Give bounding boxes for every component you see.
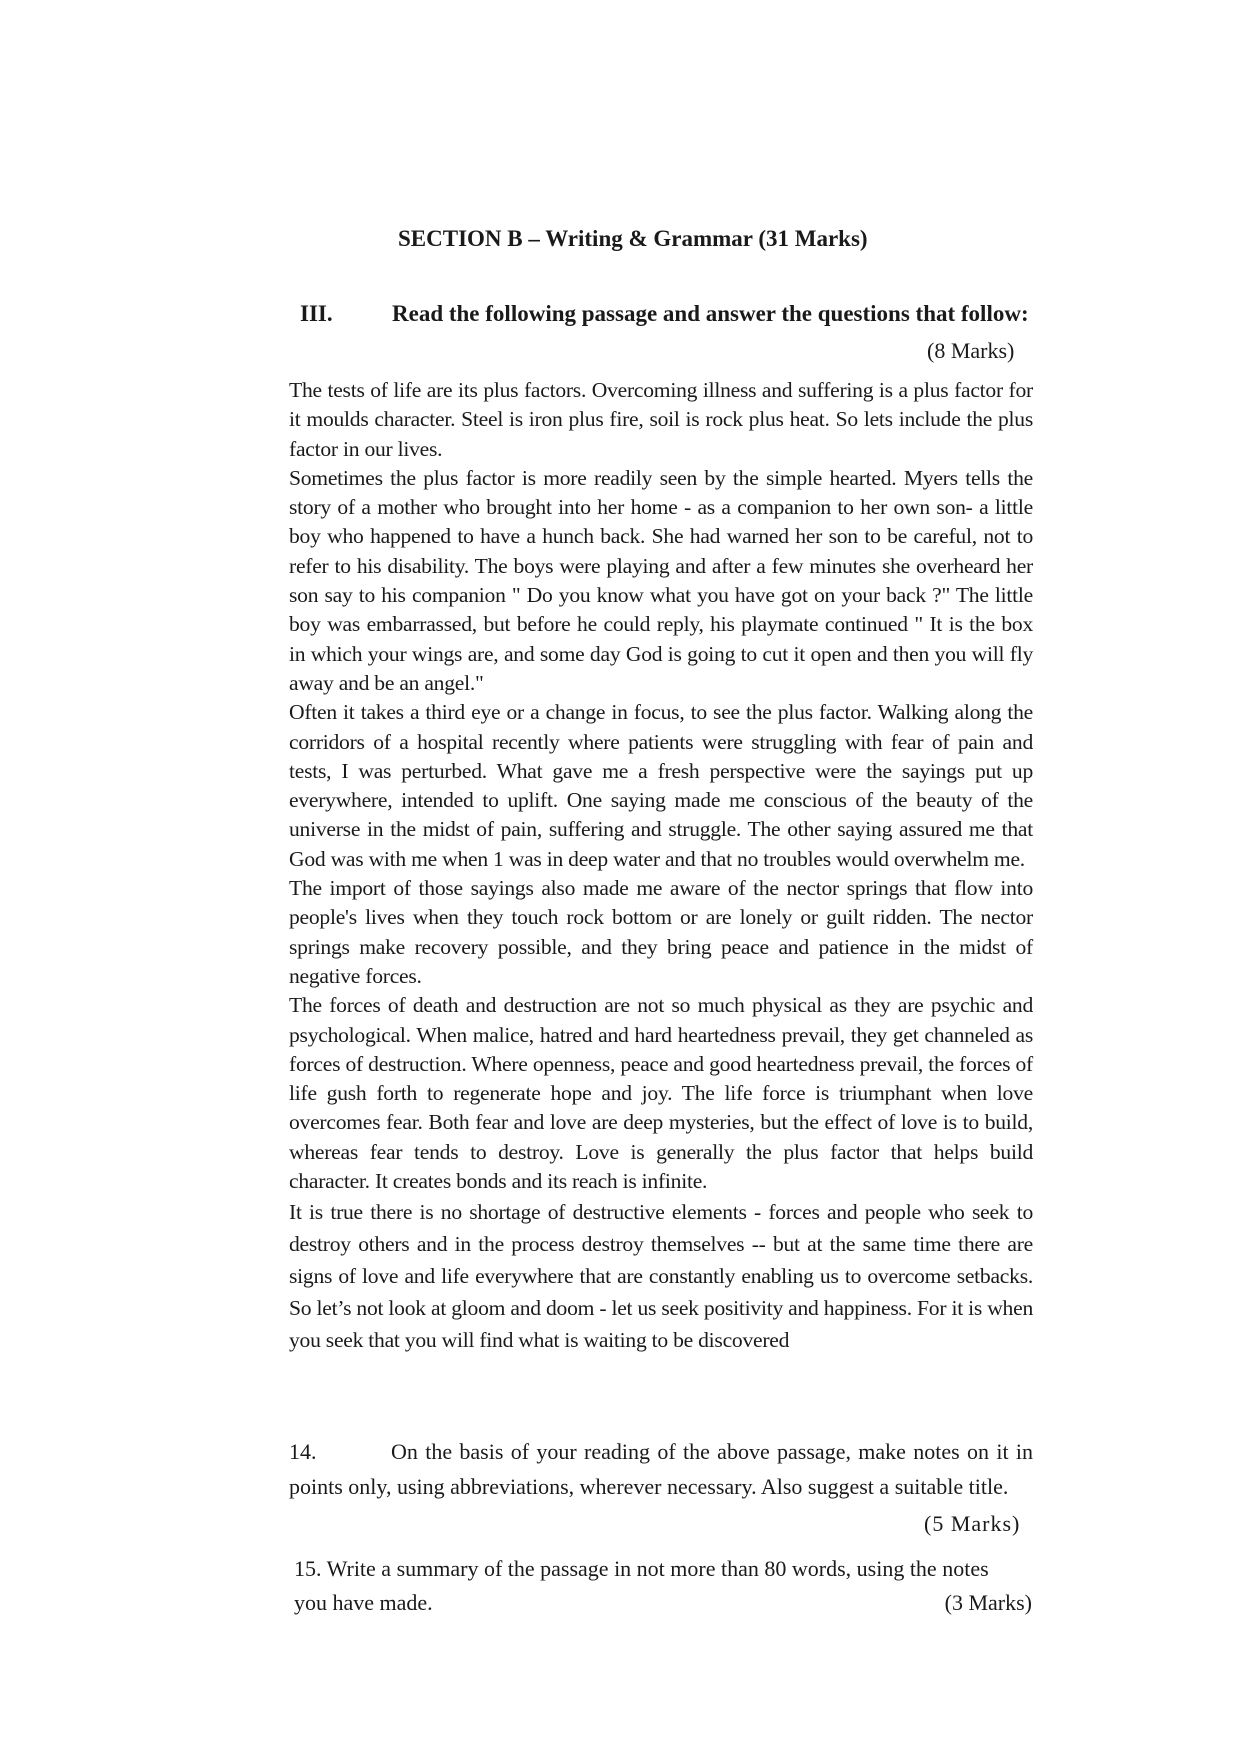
passage-paragraph: It is true there is no shortage of destructive elements - forces and people who seek to destroy others and in the process destroy themselves -- but at the same time there are signs of love and life everywhere that are constantly enabling us to overcome setbacks. So let’s not look at gloom and doom - let us seek positivity and happiness. For it is when you seek that you will find what is waiting to be discovered	[289, 1200, 1033, 1353]
question-3-number: III.	[300, 301, 333, 326]
question-15-text-line1: Write a summary of the passage in not more than 80 words, using the notes	[326, 1556, 989, 1581]
question-3-instruction: Read the following passage and answer the questions that follow:	[392, 301, 1029, 326]
question-15	[294, 1552, 1032, 1620]
question-3-marks: (8 Marks)	[927, 338, 1015, 363]
question-15-line1	[294, 1552, 1032, 1586]
question-15-text-line2: you have made.	[294, 1590, 433, 1615]
question-15-number: 15.	[294, 1556, 322, 1581]
question-15-marks: (3 Marks)	[944, 1590, 1032, 1615]
passage-paragraph: Sometimes the plus factor is more readily seen by the simple hearted. Myers tells the story of a mother who brought into her home - as a companion to her own son- a little boy who happened to have a hunch back. She had warned her son to be careful, not to refer to his disability. The boys were playing and after a few minutes she overheard her son say to his companion " Do you know what you have got on your back ?" The little boy was embarrassed, but before he could reply, his playmate continued " It is the box in which your wings are, and some day God is going to cut it open and then you will fly away and be an angel."	[289, 465, 1033, 695]
question-15-line2	[294, 1586, 1032, 1620]
reading-passage	[289, 376, 1033, 1356]
passage-paragraph: The tests of life are its plus factors. Overcoming illness and suffering is a plus factor for it moulds character. Steel is iron plus fire, soil is rock plus heat. So lets include the plus factor in our lives.	[289, 378, 1033, 461]
section-heading: SECTION B – Writing & Grammar (31 Marks)	[398, 226, 868, 251]
question-14-marks: (5 Marks)	[924, 1511, 1021, 1536]
passage-paragraph: The import of those sayings also made me aware of the nector springs that flow into people's lives when they touch rock bottom or are lonely or guilt ridden. The nector springs make recovery possible, and they bring peace and patience in the midst of negative forces.	[289, 876, 1033, 988]
question-14-text: On the basis of your reading of the above passage, make notes on it in points only, using abbreviations, wherever necessary. Also suggest a suitable title.	[289, 1439, 1033, 1499]
question-14-number: 14.	[289, 1439, 317, 1464]
passage-paragraph: The forces of death and destruction are not so much physical as they are psychic and psychological. When malice, hatred and hard heartedness prevail, they get channeled as forces of destruction. Where openness, peace and good heartedness prevail, the forces of life gush forth to regenerate hope and joy. The life force is triumphant when love overcomes fear. Both fear and love are deep mysteries, but the effect of love is to build, whereas fear tends to destroy. Love is generally the plus factor that helps build character. It creates bonds and its reach is infinite.	[289, 993, 1033, 1194]
question-14	[289, 1434, 1033, 1504]
passage-paragraph: Often it takes a third eye or a change in focus, to see the plus factor. Walking along the corridors of a hospital recently where patients were struggling with fear of pain and tests, I was perturbed. What gave me a fresh perspective were the sayings put up everywhere, intended to uplift. One saying made me conscious of the beauty of the universe in the midst of pain, suffering and struggle. The other saying assured me that God was with me when 1 was in deep water and that no troubles would overwhelm me.	[289, 700, 1033, 871]
